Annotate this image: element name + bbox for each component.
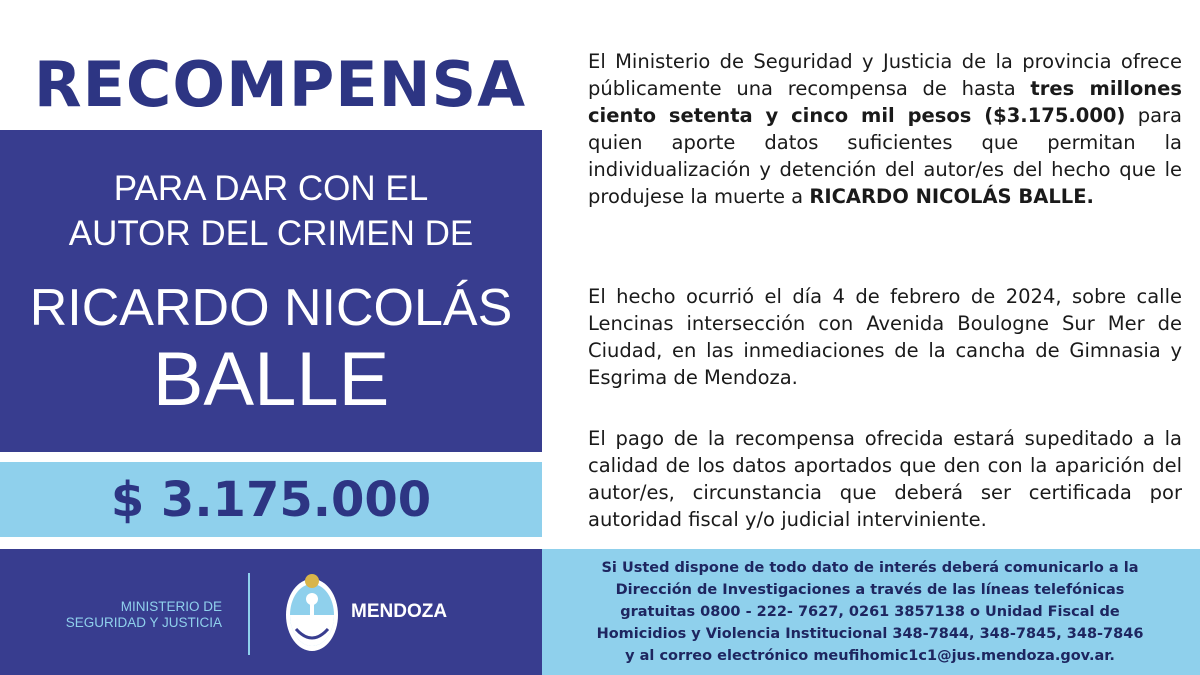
subtitle-line-1: PARA DAR CON EL (113, 169, 429, 208)
contact-info (556, 557, 1184, 667)
main-banner (0, 130, 542, 452)
ministry-line-2: SEGURIDAD Y JUSTICIA (65, 615, 222, 630)
reward-amount-bar (0, 462, 542, 537)
offer-intro: El Ministerio de Seguridad y Justicia de la provincia ofrece públicamente una recompensa de hasta (588, 50, 1182, 100)
ministry-name (40, 599, 222, 631)
contact-line-4: Homicidios y Violencia Institucional 348-7844, 348-7845, 348-7846 (596, 626, 1144, 642)
victim-name-line-2: BALLE (152, 337, 390, 422)
subtitle (0, 166, 542, 256)
victim-name-line-1: RICARDO NICOLÁS (29, 279, 513, 337)
incident-paragraph: El hecho ocurrió el día 4 de febrero de 2024, sobre calle Lencinas intersección con Avenida Boulogne Sur Mer de Ciudad, en las inmediaciones de la cancha de Gimnasia y Esgrima de Mendoza. (588, 285, 1182, 389)
contact-line-3: gratuitas 0800 - 222- 7627, 0261 3857138 o Unidad Fiscal de (620, 604, 1120, 620)
payment-conditions-paragraph: El pago de la recompensa ofrecida estará supeditado a la calidad de los datos aportados que den con la aparición del autor/es, circunstancia que deberá ser certificada por autoridad fiscal y/o judicial interviniente. (588, 427, 1182, 531)
footer-divider (248, 573, 250, 655)
contact-line-1: Si Usted dispone de todo dato de interés deberá comunicarlo a la (601, 560, 1139, 576)
footer-branding (0, 549, 542, 675)
offer-victim-name: RICARDO NICOLÁS BALLE. (809, 185, 1094, 208)
province-name: MENDOZA (351, 601, 448, 622)
offer-amount-words: tres millones ciento setenta y cinco mil pesos ($3.175.000) (588, 77, 1182, 127)
contact-line-2: Dirección de Investigaciones a través de las líneas telefónicas (615, 582, 1125, 598)
contact-panel (542, 549, 1200, 675)
offer-middle: para quien aporte datos suficientes que permitan la individualización y detención del autor/es del hecho que le produjese la muerte a (588, 104, 1182, 208)
reward-amount: $ 3.175.000 (110, 472, 432, 528)
contact-line-5: y al correo electrónico meufihomic1c1@jus.mendoza.gov.ar. (625, 648, 1115, 664)
headline: RECOMPENSA (33, 48, 527, 121)
subtitle-line-2: AUTOR DEL CRIMEN DE (68, 214, 474, 253)
ministry-line-1: MINISTERIO DE (120, 599, 222, 614)
offer-paragraph (588, 48, 1182, 210)
mendoza-coat-of-arms-icon (282, 571, 342, 659)
